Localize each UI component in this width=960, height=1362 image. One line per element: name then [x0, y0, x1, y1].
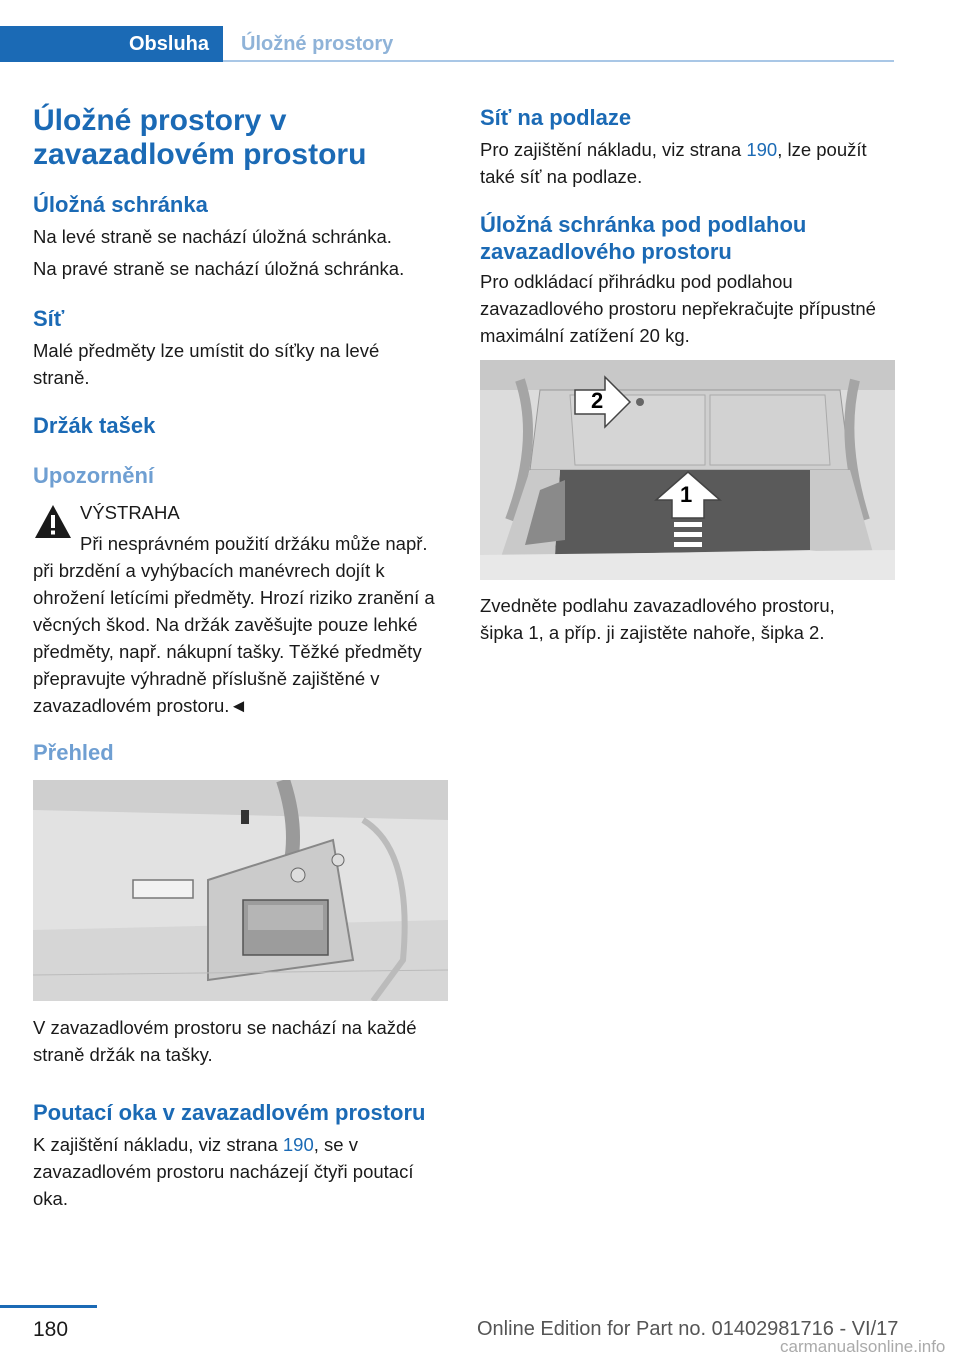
eyes-text-end: , se v zavazadlovém prostoru nacházejí čtyři poutací oka. [33, 1134, 414, 1209]
warning-label: VÝSTRAHA [80, 502, 180, 523]
underfloor-heading: Úložná schránka pod podlahou zavazadlového prostoru [480, 212, 807, 264]
figure-caption: Zvedněte podlahu zavazadlového prostoru, šipka 1, a příp. ji zajistěte nahoře, šipka 2. [480, 595, 835, 643]
warning-text: Při nesprávném použití držáku může např. při brzdění a vyhýbacích manévrech dojít k ohrožení letícími předměty. Hrozí riziko zranění a věcných škod. Na držák zavěšujte pouze lehké předměty, např. nákupní tašky. Těžké předměty přepravujte výhradně příslušně zajištěné v zavazadlovém prostoru.◄ [33, 533, 435, 716]
net-text: Malé předměty lze umístit do síťky na levé straně. [33, 340, 380, 388]
storage-box-heading: Úložná schránka [33, 192, 208, 217]
eyes-text-start: K zajištění nákladu, viz strana [33, 1134, 283, 1155]
net-heading: Síť [33, 306, 65, 331]
storage-box-text-1: Na levé straně se nachází úložná schránka. [33, 226, 392, 247]
trunk-floor-illustration [480, 360, 895, 580]
header-divider [223, 60, 894, 62]
page-title: Úložné prostory v zavazadlovém prostoru [33, 104, 367, 171]
page-link-190-right[interactable]: 190 [746, 139, 778, 160]
footer-divider [0, 1305, 97, 1308]
floor-net-heading: Síť na podlaze [480, 105, 632, 130]
tie-down-eyes-text [33, 1131, 449, 1212]
tie-down-eyes-heading: Poutací oka v zavazadlovém prostoru [33, 1100, 426, 1125]
overview-caption: V zavazadlovém prostoru se nachází na každé straně držák na tašky. [33, 1017, 417, 1065]
floor-net-text [480, 136, 894, 190]
page-number: 180 [33, 1318, 69, 1341]
bag-holder-heading: Držák tašek [33, 413, 156, 438]
floor-net-text-end: , lze použít také síť na podlaze. [480, 139, 867, 187]
storage-box-text-2: Na pravé straně se nachází úložná schránka. [33, 258, 405, 279]
tab-storage[interactable]: Úložné prostory [241, 33, 394, 55]
tab-obsluha[interactable]: Obsluha [0, 26, 223, 62]
watermark: carmanualsonline.info [780, 1337, 946, 1356]
floor-net-text-start: Pro zajištění nákladu, viz strana [480, 139, 747, 160]
arrow-label-2: 2 [591, 388, 604, 413]
overview-heading: Přehled [33, 740, 114, 765]
page-link-190[interactable]: 190 [282, 1134, 314, 1155]
trunk-side-illustration [33, 780, 448, 1001]
underfloor-text: Pro odkládací přihrádku pod podlahou zavazadlového prostoru nepřekračujte přípustné maximální zatížení 20 kg. [480, 271, 876, 346]
notice-heading: Upozornění [33, 463, 154, 488]
arrow-label-1: 1 [680, 482, 693, 507]
edition-label: Online Edition for Part no. 01402981716 - VI/17 [477, 1318, 899, 1340]
